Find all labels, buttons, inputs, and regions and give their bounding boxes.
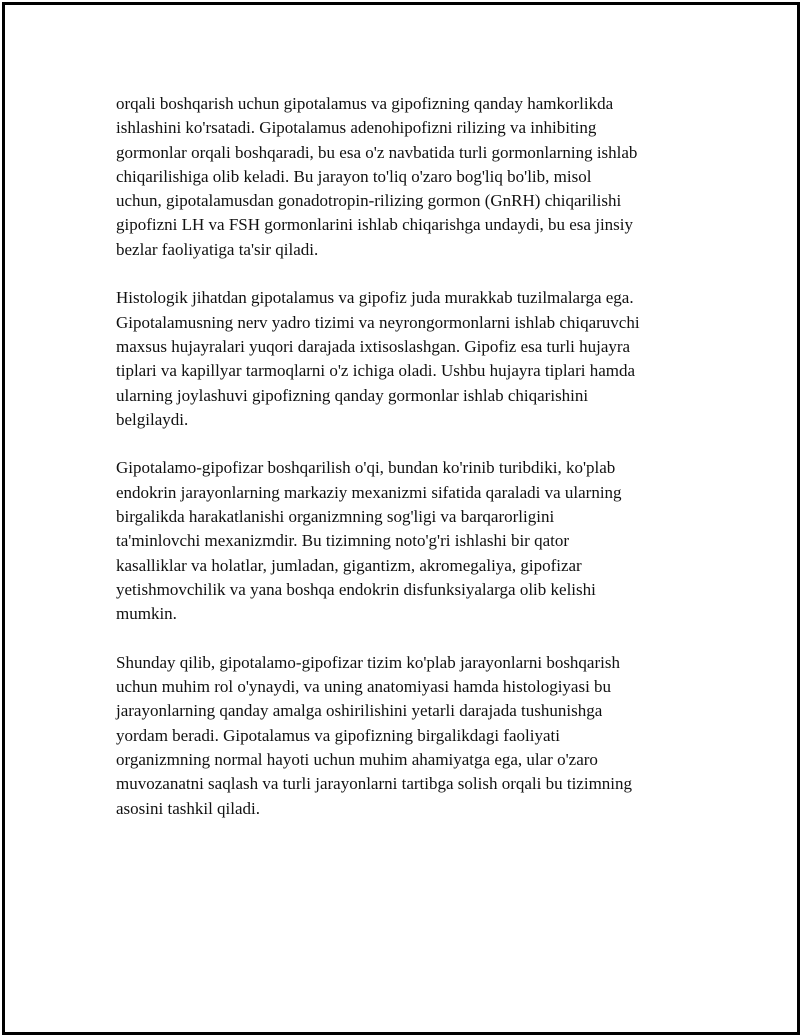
- paragraph: orqali boshqarish uchun gipotalamus va gipofizning qanday hamkorlikda ishlashini ko'rsatadi. Gipotalamus adenohipofizni rilizing va inhibiting gormonlar orqali boshqaradi, bu esa o'z navbatida turli gormonlarning ishlab chiqarilishiga olib keladi. Bu jarayon to'liq o'zaro bog'liq bo'lib, misol uchun, gipotalamusdan gonadotropin-rilizing gormon (GnRH) chiqarilishi gipofizni LH va FSH gormonlarini ishlab chiqarishga undaydi, bu esa jinsiy bezlar faoliyatiga ta'sir qiladi.: [116, 94, 638, 259]
- paragraph: Histologik jihatdan gipotalamus va gipofiz juda murakkab tuzilmalarga ega. Gipotalamusning nerv yadro tizimi va neyrongormonlarni ishlab chiqaruvchi maxsus hujayralari yuqori darajada ixtisoslashgan. Gipofiz esa turli hujayra tiplari va kapillyar tarmoqlarni o'z ichiga oladi. Ushbu hujayra tiplari hamda ularning joylashuvi gipofizning qanday gormonlar ishlab chiqarishini belgilaydi.: [116, 288, 640, 429]
- paragraph: Gipotalamo-gipofizar boshqarilish o'qi, bundan ko'rinib turibdiki, ko'plab endokrin jarayonlarning markaziy mexanizmi sifatida qaraladi va ularning birgalikda harakatlanishi organizmning sog'ligi va barqarorligini ta'minlovchi mexanizmdir. Bu tizimning noto'g'ri ishlashi bir qator kasalliklar va holatlar, jumladan, gigantizm, akromegaliya, gipofizar yetishmovchilik va yana boshqa endokrin disfunksiyalarga olib kelishi mumkin.: [116, 458, 622, 624]
- document-body: [116, 92, 696, 845]
- paragraph: Shunday qilib, gipotalamo-gipofizar tizim ko'plab jarayonlarni boshqarish uchun muhim rol o'ynaydi, va uning anatomiyasi hamda histologiyasi bu jarayonlarning qanday amalga oshirilishini yetarli darajada tushunishga yordam beradi. Gipotalamus va gipofizning birgalikdagi faoliyati organizmning normal hayoti uchun muhim ahamiyatga ega, ular o'zaro muvozanatni saqlash va turli jarayonlarni tartibga solish orqali bu tizimning asosini tashkil qiladi.: [116, 652, 633, 818]
